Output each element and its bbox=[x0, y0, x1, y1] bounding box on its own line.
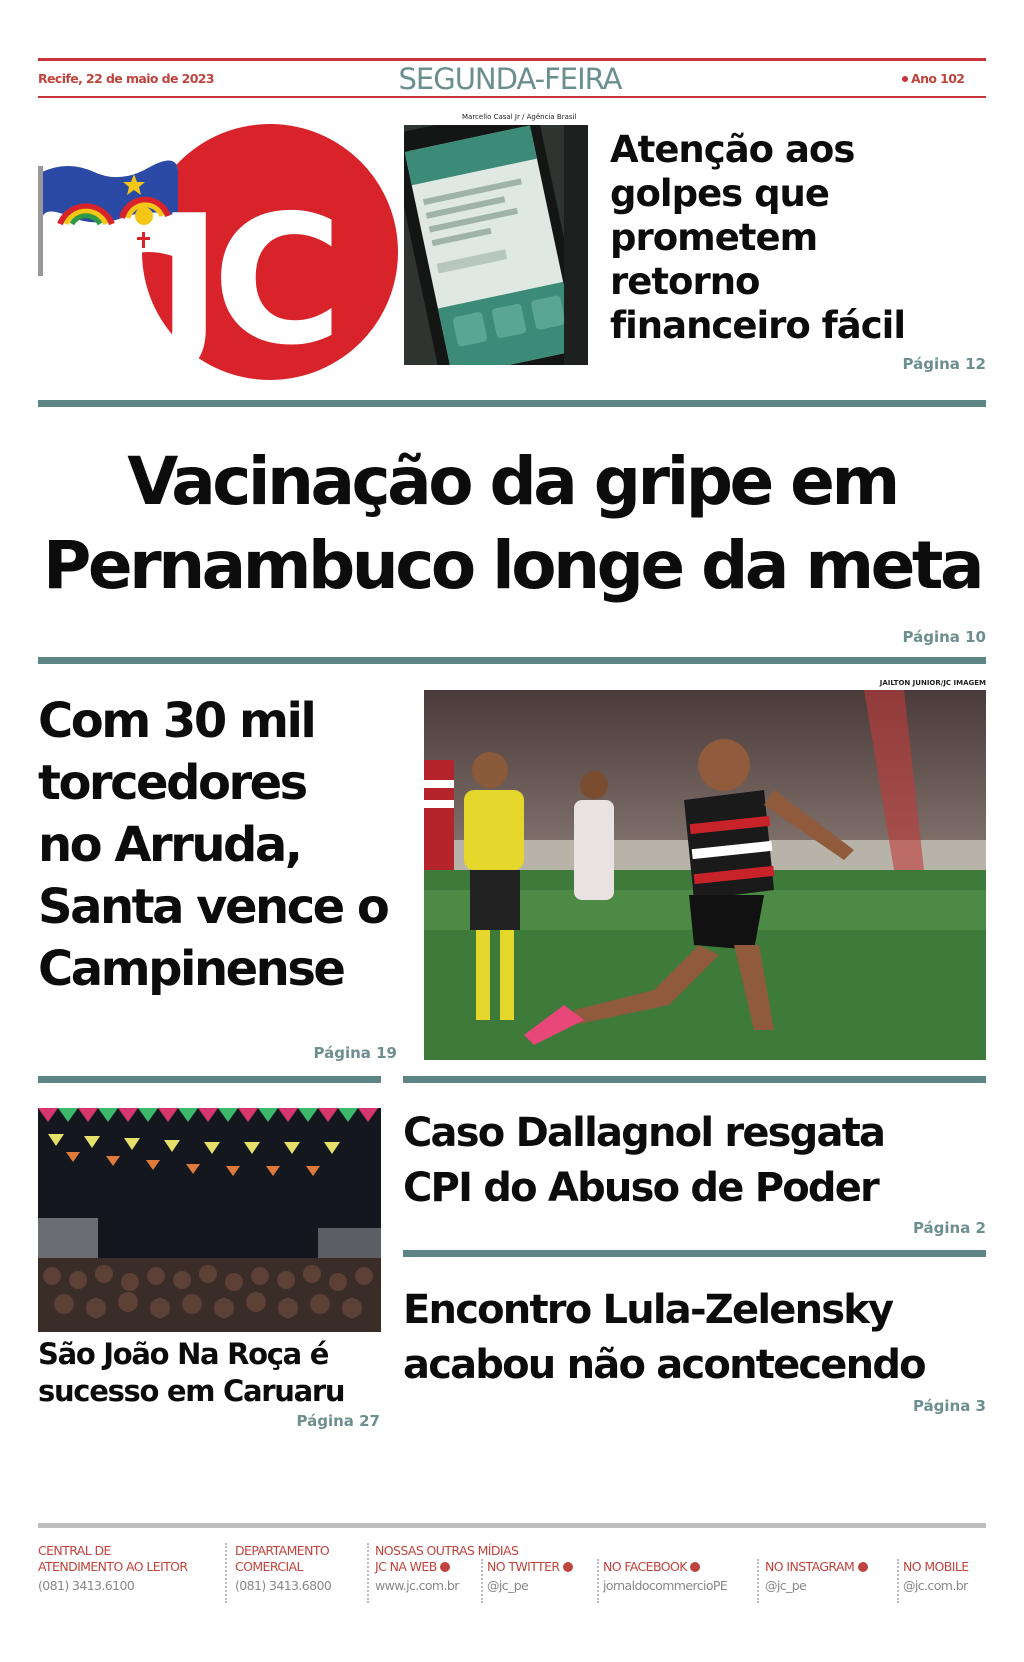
footer-separator bbox=[367, 1543, 369, 1603]
main-story-headline[interactable] bbox=[38, 440, 986, 608]
headline-line: Vacinação da gripe em bbox=[127, 443, 897, 520]
footer-separator bbox=[225, 1543, 227, 1603]
footer-instagram[interactable] bbox=[765, 1559, 895, 1594]
mobile-label: NO MOBILE bbox=[903, 1559, 969, 1574]
section-divider bbox=[38, 1076, 381, 1083]
headline-line: golpes que bbox=[610, 172, 829, 215]
headline-line: CPI do Abuso de Poder bbox=[403, 1165, 878, 1211]
phone-screen-image bbox=[404, 125, 588, 365]
twitter-value[interactable]: @jc_pe bbox=[487, 1578, 529, 1593]
instagram-value[interactable]: @jc_pe bbox=[765, 1578, 807, 1593]
world-story-headline[interactable] bbox=[403, 1283, 986, 1393]
phone-photo[interactable] bbox=[404, 125, 588, 365]
masthead-rule bbox=[38, 96, 986, 98]
pernambuco-flag-icon bbox=[38, 120, 403, 382]
headline-line: Caso Dallagnol resgata bbox=[403, 1110, 885, 1156]
photo-credit-top: Marcello Casal Jr / Agência Brasil bbox=[462, 113, 577, 121]
headline-line: no Arruda, bbox=[38, 817, 301, 873]
weekday: SEGUNDA-FEIRA bbox=[398, 62, 622, 96]
web-label: JC NA WEB bbox=[375, 1559, 437, 1574]
footer-separator bbox=[481, 1559, 483, 1603]
section-divider bbox=[38, 657, 986, 664]
facebook-label: NO FACEBOOK bbox=[603, 1559, 687, 1574]
central-label: ATENDIMENTO AO LEITOR bbox=[38, 1559, 188, 1574]
central-phone[interactable]: (081) 3413.6100 bbox=[38, 1578, 135, 1593]
twitter-icon bbox=[563, 1562, 573, 1572]
footer-separator bbox=[897, 1559, 899, 1603]
festival-photo[interactable] bbox=[38, 1108, 381, 1332]
footer-central bbox=[38, 1543, 218, 1594]
comercial-label: COMERCIAL bbox=[235, 1559, 303, 1574]
footer-comercial bbox=[235, 1543, 363, 1594]
football-photo[interactable] bbox=[424, 690, 986, 1060]
page-ref-3[interactable]: Página 3 bbox=[912, 1397, 986, 1415]
page-ref-27[interactable]: Página 27 bbox=[296, 1412, 380, 1430]
page-ref-10[interactable]: Página 10 bbox=[902, 628, 986, 646]
headline-line: Campinense bbox=[38, 941, 344, 997]
footer-mobile[interactable] bbox=[903, 1559, 986, 1594]
headline-line: torcedores bbox=[38, 755, 306, 811]
page-ref-19[interactable]: Página 19 bbox=[313, 1044, 397, 1062]
headline-line: Atenção aos bbox=[610, 128, 855, 171]
headline-line: retorno bbox=[610, 260, 760, 303]
page-ref-2[interactable]: Página 2 bbox=[912, 1219, 986, 1237]
headline-line: acabou não acontecendo bbox=[403, 1342, 925, 1388]
edition-year-label: Ano 102 bbox=[911, 71, 965, 86]
sports-story-headline[interactable] bbox=[38, 690, 388, 1000]
section-divider bbox=[403, 1076, 986, 1083]
footer-web[interactable] bbox=[375, 1559, 485, 1594]
section-divider bbox=[403, 1250, 986, 1257]
page-ref-12[interactable]: Página 12 bbox=[902, 355, 986, 373]
svg-text:JC: JC bbox=[156, 177, 333, 382]
headline-line: prometem bbox=[610, 216, 818, 259]
jc-logo[interactable] bbox=[38, 120, 403, 382]
mobile-value[interactable]: @jc.com.br bbox=[903, 1578, 968, 1593]
headline-line: Com 30 mil bbox=[38, 693, 315, 749]
web-icon bbox=[440, 1562, 450, 1572]
comercial-label: DEPARTAMENTO bbox=[235, 1543, 330, 1558]
central-label: CENTRAL DE bbox=[38, 1543, 111, 1558]
web-value[interactable]: www.jc.com.br bbox=[375, 1578, 459, 1593]
headline-line: São João Na Roça é bbox=[38, 1337, 329, 1371]
headline-line: sucesso em Caruaru bbox=[38, 1374, 345, 1408]
photo-credit-sports: JAILTON JUNIOR/JC IMAGEM bbox=[879, 679, 986, 687]
twitter-label: NO TWITTER bbox=[487, 1559, 560, 1574]
footer-separator bbox=[597, 1559, 599, 1603]
edition-year bbox=[902, 71, 964, 86]
headline-line: financeiro fácil bbox=[610, 304, 906, 347]
instagram-icon bbox=[858, 1562, 868, 1572]
facebook-value[interactable]: jornaldocommercioPE bbox=[603, 1578, 728, 1593]
footer-facebook[interactable] bbox=[603, 1559, 753, 1594]
top-rule bbox=[38, 58, 986, 61]
section-divider bbox=[38, 400, 986, 407]
instagram-label: NO INSTAGRAM bbox=[765, 1559, 855, 1574]
comercial-phone[interactable]: (081) 3413.6800 bbox=[235, 1578, 332, 1593]
edition-date: Recife, 22 de maio de 2023 bbox=[38, 71, 214, 86]
facebook-icon bbox=[690, 1562, 700, 1572]
footer-twitter[interactable] bbox=[487, 1559, 597, 1594]
headline-line: Santa vence o bbox=[38, 879, 388, 935]
festival-crowd-image bbox=[38, 1108, 381, 1332]
headline-line: Pernambuco longe da meta bbox=[43, 527, 981, 604]
festival-story-headline[interactable] bbox=[38, 1336, 381, 1410]
footer-rule bbox=[38, 1523, 986, 1528]
footer-separator bbox=[757, 1559, 759, 1603]
footer-midias bbox=[375, 1543, 605, 1559]
top-story-headline[interactable] bbox=[610, 128, 970, 348]
bullet-icon bbox=[902, 76, 908, 82]
midias-title: NOSSAS OUTRAS MÍDIAS bbox=[375, 1543, 519, 1558]
headline-line: Encontro Lula-Zelensky bbox=[403, 1287, 893, 1333]
politics-story-headline[interactable] bbox=[403, 1106, 986, 1216]
football-celebration-image bbox=[424, 690, 986, 1060]
